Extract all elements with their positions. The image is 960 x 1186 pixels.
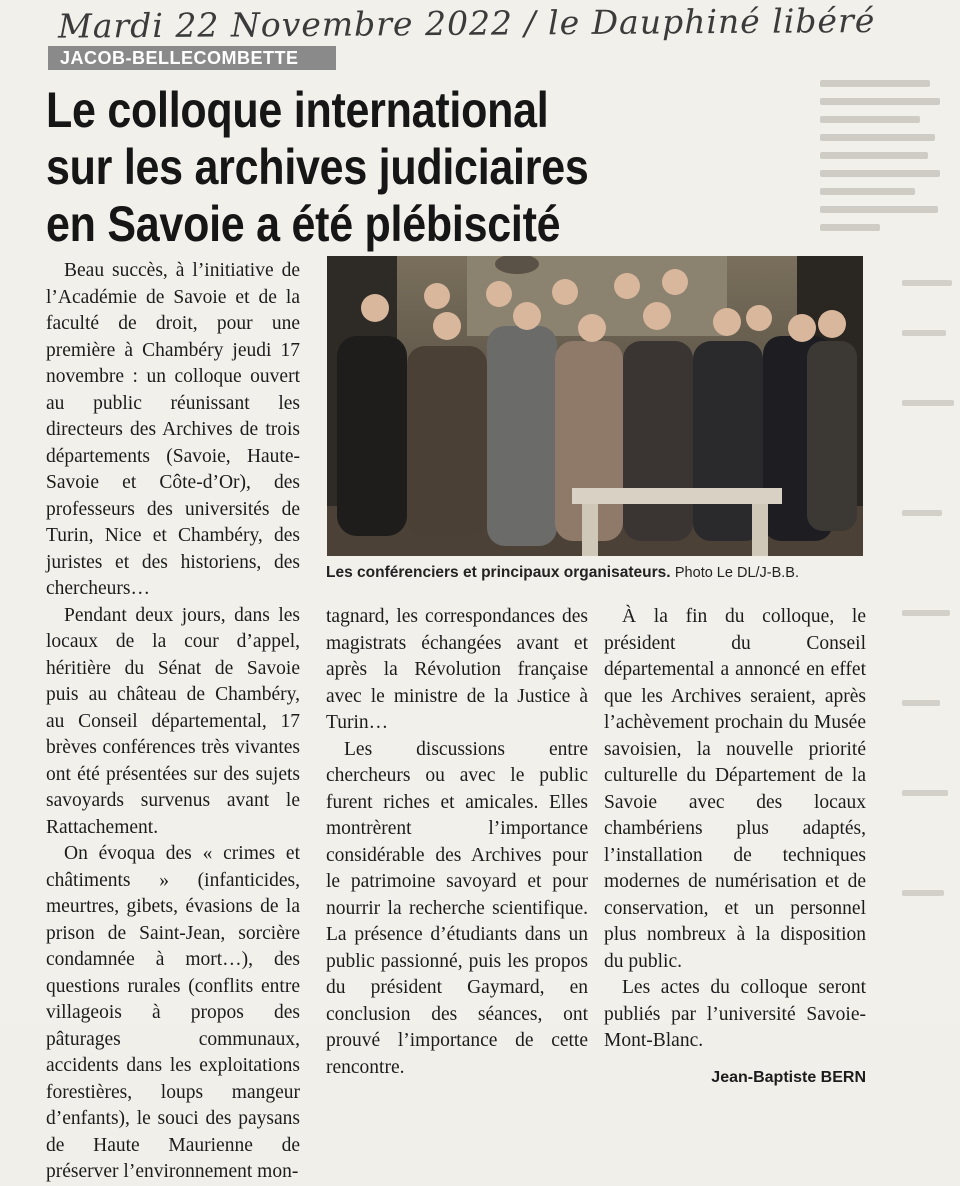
headline-line-2: sur les archives judiciaires — [46, 139, 589, 195]
headline-line-3: en Savoie a été plébiscité — [46, 196, 561, 252]
article-column-1 — [46, 258, 300, 1186]
body-paragraph: Les discussions entre chercheurs ou avec le public furent riches et amicales. Elles montrèrent l’importance considérable des Archives pour le patrimoine savoyard et pour nourrir la recherche scientifique. La présence d’étudiants dans un public passionné, puis les propos du président Gaymard, en conclusion des séances, ont prouvé l’importance de cette rencontre. — [326, 738, 588, 1078]
section-kicker: JACOB-BELLECOMBETTE — [48, 46, 336, 70]
body-paragraph: Les actes du colloque seront publiés par l’université Savoie-Mont-Blanc. — [604, 977, 866, 1051]
body-paragraph: Beau succès, à l’initiative de l’Académie de Savoie et de la faculté de droit, pour une première à Chambéry jeudi 17 novembre : un colloque ouvert au public réunissant les directeurs des Archives de trois départements (Savoie, Haute-Savoie et Côte-d’Or), des professeurs des universités de Turin, Nice et Chambéry, des juristes et des historiens, des chercheurs… — [46, 260, 300, 599]
body-paragraph: On évoqua des « crimes et châtiments » (infanticides, meurtres, gibets, évasions de la prison de Saint-Jean, sorcière condamnée à mort…), des questions rurales (conflits entre villageois à propos des pâturages communaux, accidents dans les exploitations forestières, loups mangeur d’enfants), le souci des paysans de Haute Maurienne de préserver l’environnement mon- — [46, 843, 300, 1182]
group-photo-illustration — [327, 256, 863, 556]
caption-text: Les conférenciers et principaux organisateurs. — [326, 564, 671, 581]
photo-caption — [326, 564, 866, 582]
article-column-2 — [326, 604, 588, 1081]
group-photo — [327, 256, 863, 556]
body-paragraph: Pendant deux jours, dans les locaux de la cour d’appel, héritière du Sénat de Savoie puis au château de Chambéry, au Conseil départemental, 17 brèves conférences très vivantes ont été présentées sur des sujets savoyards survenus avant le Rattachement. — [46, 604, 300, 838]
article-column-3 — [604, 604, 866, 1091]
headline — [46, 82, 589, 253]
body-paragraph: tagnard, les correspondances des magistrats échangées avant et après la Révolution française avec le ministre de la Justice à Turin… — [326, 606, 588, 733]
adjacent-column-bleed — [866, 250, 960, 990]
body-paragraph: À la fin du colloque, le président du Conseil départemental a annoncé en effet que les Archives seraient, après l’achèvement prochain du Musée savoisien, la nouvelle priorité culturelle du Département de la Savoie avec des locaux chambériens plus adaptés, l’installation de techniques modernes de numérisation et de conservation, et un personnel plus nombreux à la disposition du public. — [604, 606, 866, 972]
handwritten-date-note: Mardi 22 Novembre 2022 / le Dauphiné libéré — [57, 0, 876, 46]
headline-line-1: Le colloque international — [46, 82, 549, 138]
photo-credit: Photo Le DL/J-B.B. — [674, 565, 800, 581]
author-byline: Jean-Baptiste BERN — [711, 1068, 866, 1086]
